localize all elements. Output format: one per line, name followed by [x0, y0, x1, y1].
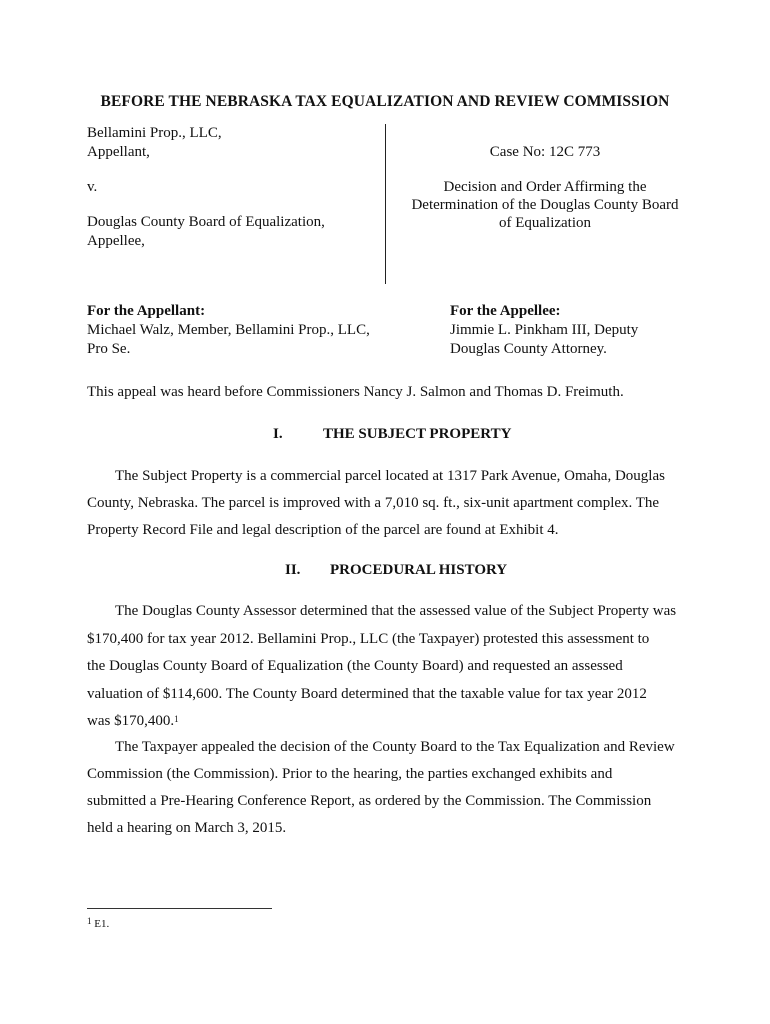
footnote-number: 1 — [87, 916, 92, 926]
heard-before: This appeal was heard before Commissioners Nancy J. Salmon and Thomas D. Freimuth. — [87, 384, 624, 400]
section-1-title: THE SUBJECT PROPERTY — [323, 426, 512, 442]
section-1-number: I. — [273, 426, 283, 442]
appellee-name: Douglas County Board of Equalization, — [87, 214, 325, 230]
case-number: Case No: 12C 773 — [489, 144, 601, 160]
appellee-counsel-heading: For the Appellee: — [450, 303, 561, 319]
section-2-number: II. — [285, 562, 301, 578]
section-1-line-3: Property Record File and legal description of the parcel are found at Exhibit 4. — [87, 522, 559, 538]
section-2-p2-line-3: submitted a Pre-Hearing Conference Report, as ordered by the Commission. The Commission — [87, 793, 652, 809]
section-1-line-1: The Subject Property is a commercial parcel located at 1317 Park Avenue, Omaha, Douglas — [115, 468, 665, 484]
section-2-p1-line-5 — [87, 708, 179, 736]
decision-line-2: Determination of the Douglas County Board — [411, 197, 679, 213]
footnote — [87, 918, 109, 930]
document-title: BEFORE THE NEBRASKA TAX EQUALIZATION AND REVIEW COMMISSION — [100, 93, 670, 110]
appellee-counsel-line-1: Jimmie L. Pinkham III, Deputy — [450, 322, 639, 338]
appellant-name: Bellamini Prop., LLC, — [87, 125, 222, 141]
appellant-counsel-heading: For the Appellant: — [87, 303, 206, 319]
appellee-counsel-line-2: Douglas County Attorney. — [450, 341, 607, 357]
appellant-counsel-line-2: Pro Se. — [87, 341, 131, 357]
section-2-title: PROCEDURAL HISTORY — [330, 562, 508, 578]
section-2-p2-line-2: Commission (the Commission). Prior to the hearing, the parties exchanged exhibits and — [87, 766, 613, 782]
section-2-p2-line-1: The Taxpayer appealed the decision of the County Board to the Tax Equalization and Review — [115, 739, 675, 755]
footnote-text: E1. — [91, 918, 110, 930]
section-2-p1-line-4: valuation of $114,600. The County Board determined that the taxable value for tax year 2012 — [87, 686, 647, 702]
section-2-p2-line-4: held a hearing on March 3, 2015. — [87, 820, 287, 836]
decision-line-1: Decision and Order Affirming the — [443, 179, 647, 195]
versus: v. — [87, 179, 98, 195]
decision-line-3: of Equalization — [498, 215, 592, 231]
appellant-role: Appellant, — [87, 144, 150, 160]
section-2-p1-line-5-text: was $170,400. — [87, 713, 175, 729]
section-2-p1-line-1: The Douglas County Assessor determined that the assessed value of the Subject Property was — [115, 603, 677, 619]
appellee-role: Appellee, — [87, 233, 145, 249]
footnote-ref: 1 — [174, 714, 179, 724]
appellant-counsel-line-1: Michael Walz, Member, Bellamini Prop., LLC, — [87, 322, 370, 338]
caption-divider — [385, 124, 386, 284]
footnote-separator — [87, 908, 272, 909]
section-2-p1-line-2: $170,400 for tax year 2012. Bellamini Prop., LLC (the Taxpayer) protested this assessment to — [87, 631, 650, 647]
section-1-line-2: County, Nebraska. The parcel is improved with a 7,010 sq. ft., six-unit apartment complex. The — [87, 495, 660, 511]
section-2-p1-line-3: the Douglas County Board of Equalization (the County Board) and requested an assessed — [87, 658, 623, 674]
